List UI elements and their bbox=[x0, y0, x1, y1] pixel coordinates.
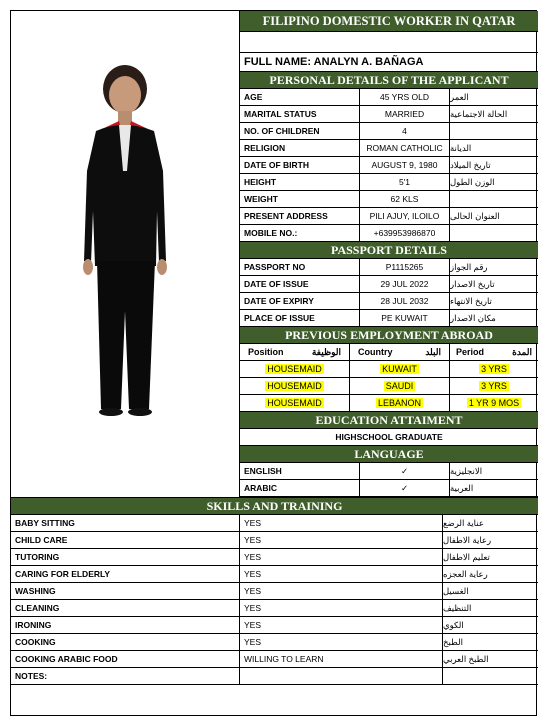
skill-arabic-label: رعاية الاطفال bbox=[443, 534, 492, 545]
applicant-photo bbox=[11, 11, 240, 497]
skill-value: YES bbox=[240, 532, 443, 548]
skill-arabic-label: تعليم الاطفال bbox=[443, 551, 490, 562]
employment-row bbox=[240, 361, 538, 378]
employment-heading: PREVIOUS EMPLOYMENT ABROAD bbox=[240, 327, 538, 344]
skills-heading: SKILLS AND TRAINING bbox=[11, 498, 538, 515]
detail-row-weight bbox=[240, 191, 538, 208]
skills-section bbox=[11, 497, 538, 685]
skill-value: YES bbox=[240, 583, 443, 599]
employment-column-country: Country البلد bbox=[350, 344, 450, 360]
skill-label: BABY SITTING bbox=[11, 515, 240, 531]
detail-label: NO. OF CHILDREN bbox=[240, 123, 360, 139]
passport-row-number bbox=[240, 259, 538, 276]
skill-label: TUTORING bbox=[11, 549, 240, 565]
language-arabic-label: العربية bbox=[450, 482, 474, 493]
personal-details-heading: PERSONAL DETAILS OF THE APPLICANT bbox=[240, 72, 538, 89]
skill-row bbox=[11, 651, 538, 668]
skill-value: YES bbox=[240, 566, 443, 582]
details-column bbox=[240, 11, 538, 497]
detail-value: ROMAN CATHOLIC bbox=[360, 140, 450, 156]
detail-value: PILI AJUY, ILOILO bbox=[360, 208, 450, 224]
passport-row-expiry-date bbox=[240, 293, 538, 310]
detail-row-address bbox=[240, 208, 538, 225]
skill-row bbox=[11, 600, 538, 617]
personal-details-table bbox=[240, 89, 538, 242]
detail-arabic-label: الوزن الطول bbox=[450, 176, 495, 187]
passport-label: DATE OF ISSUE bbox=[240, 276, 360, 292]
detail-label: HEIGHT bbox=[240, 174, 360, 190]
skill-row bbox=[11, 549, 538, 566]
skill-arabic-label: رعاية العجزه bbox=[443, 568, 488, 579]
passport-details-table bbox=[240, 259, 538, 327]
detail-label: MARITAL STATUS bbox=[240, 106, 360, 122]
detail-row-children bbox=[240, 123, 538, 140]
applicant-figure-image bbox=[11, 11, 240, 497]
employment-position: HOUSEMAID bbox=[267, 381, 322, 391]
skill-row bbox=[11, 634, 538, 651]
skill-label: IRONING bbox=[11, 617, 240, 633]
employment-row bbox=[240, 395, 538, 412]
detail-arabic-label: الديانة bbox=[450, 142, 472, 153]
detail-arabic-label: العمر bbox=[450, 91, 469, 102]
applicant-sheet bbox=[10, 10, 537, 716]
employment-period: 3 YRS bbox=[481, 364, 507, 374]
skill-value: YES bbox=[240, 515, 443, 531]
language-heading: LANGUAGE bbox=[240, 446, 538, 463]
skill-value: YES bbox=[240, 617, 443, 633]
skill-arabic-label: الكوي bbox=[443, 619, 464, 630]
detail-label: WEIGHT bbox=[240, 191, 360, 207]
detail-label: DATE OF BIRTH bbox=[240, 157, 360, 173]
detail-arabic-label bbox=[450, 123, 538, 139]
notes-row bbox=[11, 668, 538, 685]
detail-row-mobile bbox=[240, 225, 538, 242]
skill-arabic-label: عناية الرضع bbox=[443, 517, 484, 528]
employment-country: SAUDI bbox=[385, 381, 414, 391]
language-table bbox=[240, 463, 538, 497]
passport-arabic-label: تاريخ الانتهاء bbox=[450, 295, 492, 306]
detail-arabic-label: العنوان الحالى bbox=[450, 210, 500, 221]
detail-value: 4 bbox=[360, 123, 450, 139]
detail-arabic-label: الحالة الاجتماعية bbox=[450, 108, 508, 119]
employment-country: KUWAIT bbox=[382, 364, 417, 374]
detail-label: PRESENT ADDRESS bbox=[240, 208, 360, 224]
passport-value: PE KUWAIT bbox=[360, 310, 450, 326]
detail-label: MOBILE NO.: bbox=[240, 225, 360, 241]
language-label: ARABIC bbox=[240, 480, 360, 496]
employment-column-position: Position الوظيفة bbox=[240, 344, 350, 360]
detail-row-date-of-birth bbox=[240, 157, 538, 174]
detail-value: 62 KLS bbox=[360, 191, 450, 207]
detail-value: 45 YRS OLD bbox=[360, 89, 450, 105]
skill-row bbox=[11, 515, 538, 532]
skill-arabic-label: الطبخ bbox=[443, 636, 463, 647]
employment-row bbox=[240, 378, 538, 395]
skill-label: CARING FOR ELDERLY bbox=[11, 566, 240, 582]
employment-position: HOUSEMAID bbox=[267, 398, 322, 408]
language-row-english bbox=[240, 463, 538, 480]
detail-value: +639953986870 bbox=[360, 225, 450, 241]
detail-arabic-label bbox=[450, 225, 538, 241]
skill-label: COOKING bbox=[11, 634, 240, 650]
skill-arabic-label: الطبخ العربي bbox=[443, 653, 489, 664]
language-label: ENGLISH bbox=[240, 463, 360, 479]
notes-label: NOTES: bbox=[11, 668, 240, 684]
detail-arabic-label: تاريخ الميلاد bbox=[450, 159, 491, 170]
passport-row-place-of-issue bbox=[240, 310, 538, 327]
detail-value: 5'1 bbox=[360, 174, 450, 190]
skill-row bbox=[11, 532, 538, 549]
language-arabic-label: الانجليزية bbox=[450, 465, 483, 476]
employment-period: 1 YR 9 MOS bbox=[468, 398, 520, 408]
employment-table bbox=[240, 344, 538, 412]
passport-value: P1115265 bbox=[360, 259, 450, 275]
detail-row-marital-status bbox=[240, 106, 538, 123]
document-title: FILIPINO DOMESTIC WORKER IN QATAR bbox=[240, 11, 538, 32]
skill-label: WASHING bbox=[11, 583, 240, 599]
skill-label: CLEANING bbox=[11, 600, 240, 616]
passport-arabic-label: تاريخ الاصدار bbox=[450, 278, 495, 289]
language-row-arabic bbox=[240, 480, 538, 497]
passport-arabic-label: مكان الاصدار bbox=[450, 312, 496, 323]
skill-row bbox=[11, 566, 538, 583]
skill-arabic-label: الغسيل bbox=[443, 585, 469, 596]
detail-arabic-label bbox=[450, 191, 538, 207]
education-heading: EDUCATION ATTAIMENT bbox=[240, 412, 538, 429]
skill-row bbox=[11, 617, 538, 634]
skill-value: YES bbox=[240, 549, 443, 565]
checkmark-icon: ✓ bbox=[360, 463, 450, 479]
checkmark-icon: ✓ bbox=[360, 480, 450, 496]
detail-label: RELIGION bbox=[240, 140, 360, 156]
employment-column-period: Period المدة bbox=[456, 346, 532, 357]
passport-arabic-label: رقم الجواز bbox=[450, 261, 488, 272]
notes-arabic-label bbox=[443, 668, 538, 684]
detail-row-height bbox=[240, 174, 538, 191]
passport-label: DATE OF EXPIRY bbox=[240, 293, 360, 309]
notes-value bbox=[240, 668, 443, 684]
passport-value: 29 JUL 2022 bbox=[360, 276, 450, 292]
employment-period: 3 YRS bbox=[481, 381, 507, 391]
employment-country: LEBANON bbox=[377, 398, 421, 408]
detail-label: AGE bbox=[240, 89, 360, 105]
skill-value: YES bbox=[240, 600, 443, 616]
full-name: FULL NAME: ANALYN A. BAÑAGA bbox=[240, 53, 538, 72]
employment-position: HOUSEMAID bbox=[267, 364, 322, 374]
passport-label: PLACE OF ISSUE bbox=[240, 310, 360, 326]
skill-value: YES bbox=[240, 634, 443, 650]
skill-label: COOKING ARABIC FOOD bbox=[11, 651, 240, 667]
detail-row-religion bbox=[240, 140, 538, 157]
skill-row bbox=[11, 583, 538, 600]
passport-row-issue-date bbox=[240, 276, 538, 293]
detail-row-age bbox=[240, 89, 538, 106]
skill-value: WILLING TO LEARN bbox=[240, 651, 443, 667]
employment-header-row bbox=[240, 344, 538, 361]
passport-value: 28 JUL 2032 bbox=[360, 293, 450, 309]
detail-value: MARRIED bbox=[360, 106, 450, 122]
skill-label: CHILD CARE bbox=[11, 532, 240, 548]
skill-arabic-label: التنظيف bbox=[443, 602, 472, 613]
passport-label: PASSPORT NO bbox=[240, 259, 360, 275]
education-value: HIGHSCHOOL GRADUATE bbox=[240, 429, 538, 446]
detail-value: AUGUST 9, 1980 bbox=[360, 157, 450, 173]
passport-details-heading: PASSPORT DETAILS bbox=[240, 242, 538, 259]
